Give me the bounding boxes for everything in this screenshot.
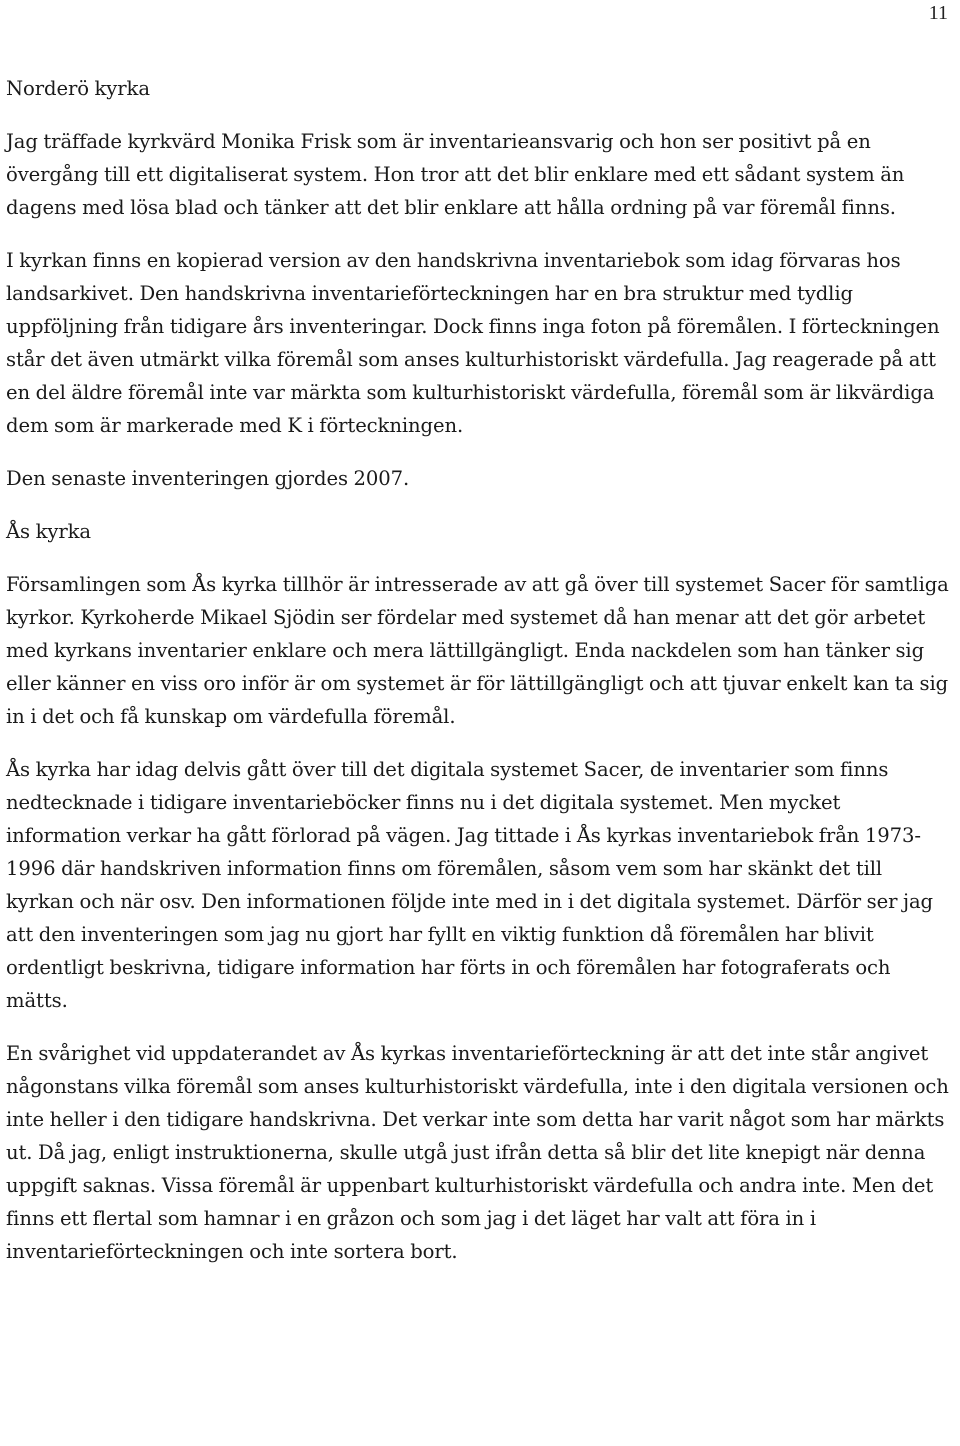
section-norderoe-kyrka [6,72,954,495]
page-number: 11 [928,2,948,24]
paragraph: Ås kyrka har idag delvis gått över till det digitala systemet Sacer, de inventarier som finns nedtecknade i tidigare inventarieböcker finns nu i det digitala systemet. Men mycket information verkar ha gått förlorad på vägen. Jag tittade i Ås kyrkas inventariebok från 1973- 1996 där handskriven information finns om föremålen, såsom vem som har skänkt det till kyrkan och när osv. Den informationen följde inte med in i det digitala systemet. Därför ser jag att den inventeringen som jag nu gjort har fyllt en viktig funktion då föremålen har blivit ordentligt beskrivna, tidigare information har förts in och föremålen har fotograferats och mätts. [6,758,933,1012]
section-aas-kyrka [6,515,954,1268]
section-heading: Ås kyrka [6,520,91,543]
section-heading: Norderö kyrka [6,77,150,100]
document-body [6,72,954,1288]
paragraph: Den senaste inventeringen gjordes 2007. [6,467,410,490]
paragraph: I kyrkan finns en kopierad version av den handskrivna inventariebok som idag förvaras hos landsarkivet. Den handskrivna inventarieförteckningen har en bra struktur med tydlig uppföljning från tidigare års inventeringar. Dock finns inga foton på föremålen. I förteckningen står det även utmärkt vilka föremål som anses kulturhistoriskt värdefulla. Jag reagerade på att en del äldre föremål inte var märkta som kulturhistoriskt värdefulla, föremål som är likvärdiga dem som är markerade med K i förteckningen. [6,249,940,437]
paragraph: Jag träffade kyrkvärd Monika Frisk som är inventarieansvarig och hon ser positivt på en övergång till ett digitaliserat system. Hon tror att det blir enklare med ett sådant system än dagens med lösa blad och tänker att det blir enklare att hålla ordning på var föremål finns. [6,130,905,219]
paragraph: En svårighet vid uppdaterandet av Ås kyrkas inventarieförteckning är att det inte står angivet någonstans vilka föremål som anses kulturhistoriskt värdefulla, inte i den digitala versionen och inte heller i den tidigare handskrivna. Det verkar inte som detta har varit något som har märkts ut. Då jag, enligt instruktionerna, skulle utgå just ifrån detta så blir det lite knepigt när denna uppgift saknas. Vissa föremål är uppenbart kulturhistoriskt värdefulla och andra inte. Men det finns ett flertal som hamnar i en gråzon och som jag i det läget har valt att föra in i inventarieförteckningen och inte sortera bort. [6,1042,949,1263]
paragraph: Församlingen som Ås kyrka tillhör är intresserade av att gå över till systemet Sacer för samtliga kyrkor. Kyrkoherde Mikael Sjödin ser fördelar med systemet då han menar att det gör arbetet med kyrkans inventarier enklare och mera lättillgängligt. Enda nackdelen som han tänker sig eller känner en viss oro inför är om systemet är för lättillgängligt och att tjuvar enkelt kan ta sig in i det och få kunskap om värdefulla föremål. [6,573,949,728]
